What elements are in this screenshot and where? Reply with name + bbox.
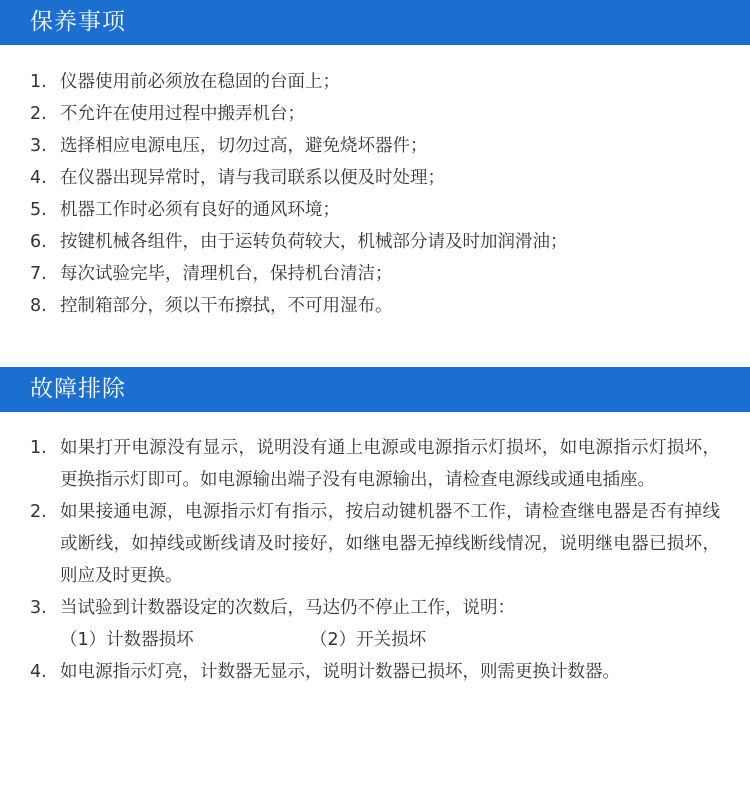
sub-option-switch: （2）开关损坏 [310, 630, 427, 650]
item-text: 控制箱部分，须以干布擦拭，不可用湿布。 [60, 296, 393, 316]
item-number: 1. [30, 438, 47, 458]
item-text: 每次试验完毕，清理机台，保持机台清洁； [60, 264, 393, 284]
list-item [30, 66, 720, 98]
list-item [30, 290, 720, 322]
item-number: 6. [30, 232, 47, 252]
item-text: 在仪器出现异常时，请与我司联系以便及时处理； [60, 168, 445, 188]
item-number: 4. [30, 168, 47, 188]
item-text: 选择相应电源电压，切勿过高，避免烧坏器件； [60, 136, 428, 156]
sub-option-counter: （1）计数器损坏 [60, 630, 194, 650]
list-item [30, 656, 720, 688]
item-text: 如果打开电源没有显示，说明没有通上电源或电源指示灯损坏，如电源指示灯损坏，更换指示灯即可。如电源输出端子没有电源输出，请检查电源线或通电插座。 [60, 438, 720, 490]
item-number: 3. [30, 598, 47, 618]
item-number: 3. [30, 136, 47, 156]
item-text: 如电源指示灯亮，计数器无显示，说明计数器已损坏，则需更换计数器。 [60, 662, 620, 682]
item-number: 2. [30, 502, 47, 522]
list-item [30, 496, 720, 592]
item-text: 按键机械各组件，由于运转负荷较大，机械部分请及时加润滑油； [60, 232, 568, 252]
list-item [30, 98, 720, 130]
maintenance-section-title: 保养事项 [0, 0, 750, 45]
list-item [30, 130, 720, 162]
item-text: 不允许在使用过程中搬弄机台； [60, 104, 305, 124]
list-item [30, 226, 720, 258]
list-item [30, 162, 720, 194]
item-number: 7. [30, 264, 47, 284]
item-text: 当试验到计数器设定的次数后，马达仍不停止工作，说明： [60, 598, 515, 618]
list-item [30, 432, 720, 496]
troubleshooting-list [30, 432, 720, 688]
item-text: 机器工作时必须有良好的通风环境； [60, 200, 340, 220]
list-item [30, 592, 720, 656]
maintenance-list [30, 66, 720, 322]
item-number: 2. [30, 104, 47, 124]
item-text: 仪器使用前必须放在稳固的台面上； [60, 72, 340, 92]
list-item [30, 258, 720, 290]
item-text: 如果接通电源，电源指示灯有指示，按启动键机器不工作，请检查继电器是否有掉线或断线，如掉线或断线请及时接好，如继电器无掉线断线情况，说明继电器已损坏，则应及时更换。 [60, 502, 720, 586]
list-item [30, 194, 720, 226]
item-number: 8. [30, 296, 47, 316]
item-number: 1. [30, 72, 47, 92]
sub-options [60, 624, 720, 656]
item-number: 5. [30, 200, 47, 220]
item-number: 4. [30, 662, 47, 682]
troubleshooting-section-title: 故障排除 [0, 367, 750, 412]
